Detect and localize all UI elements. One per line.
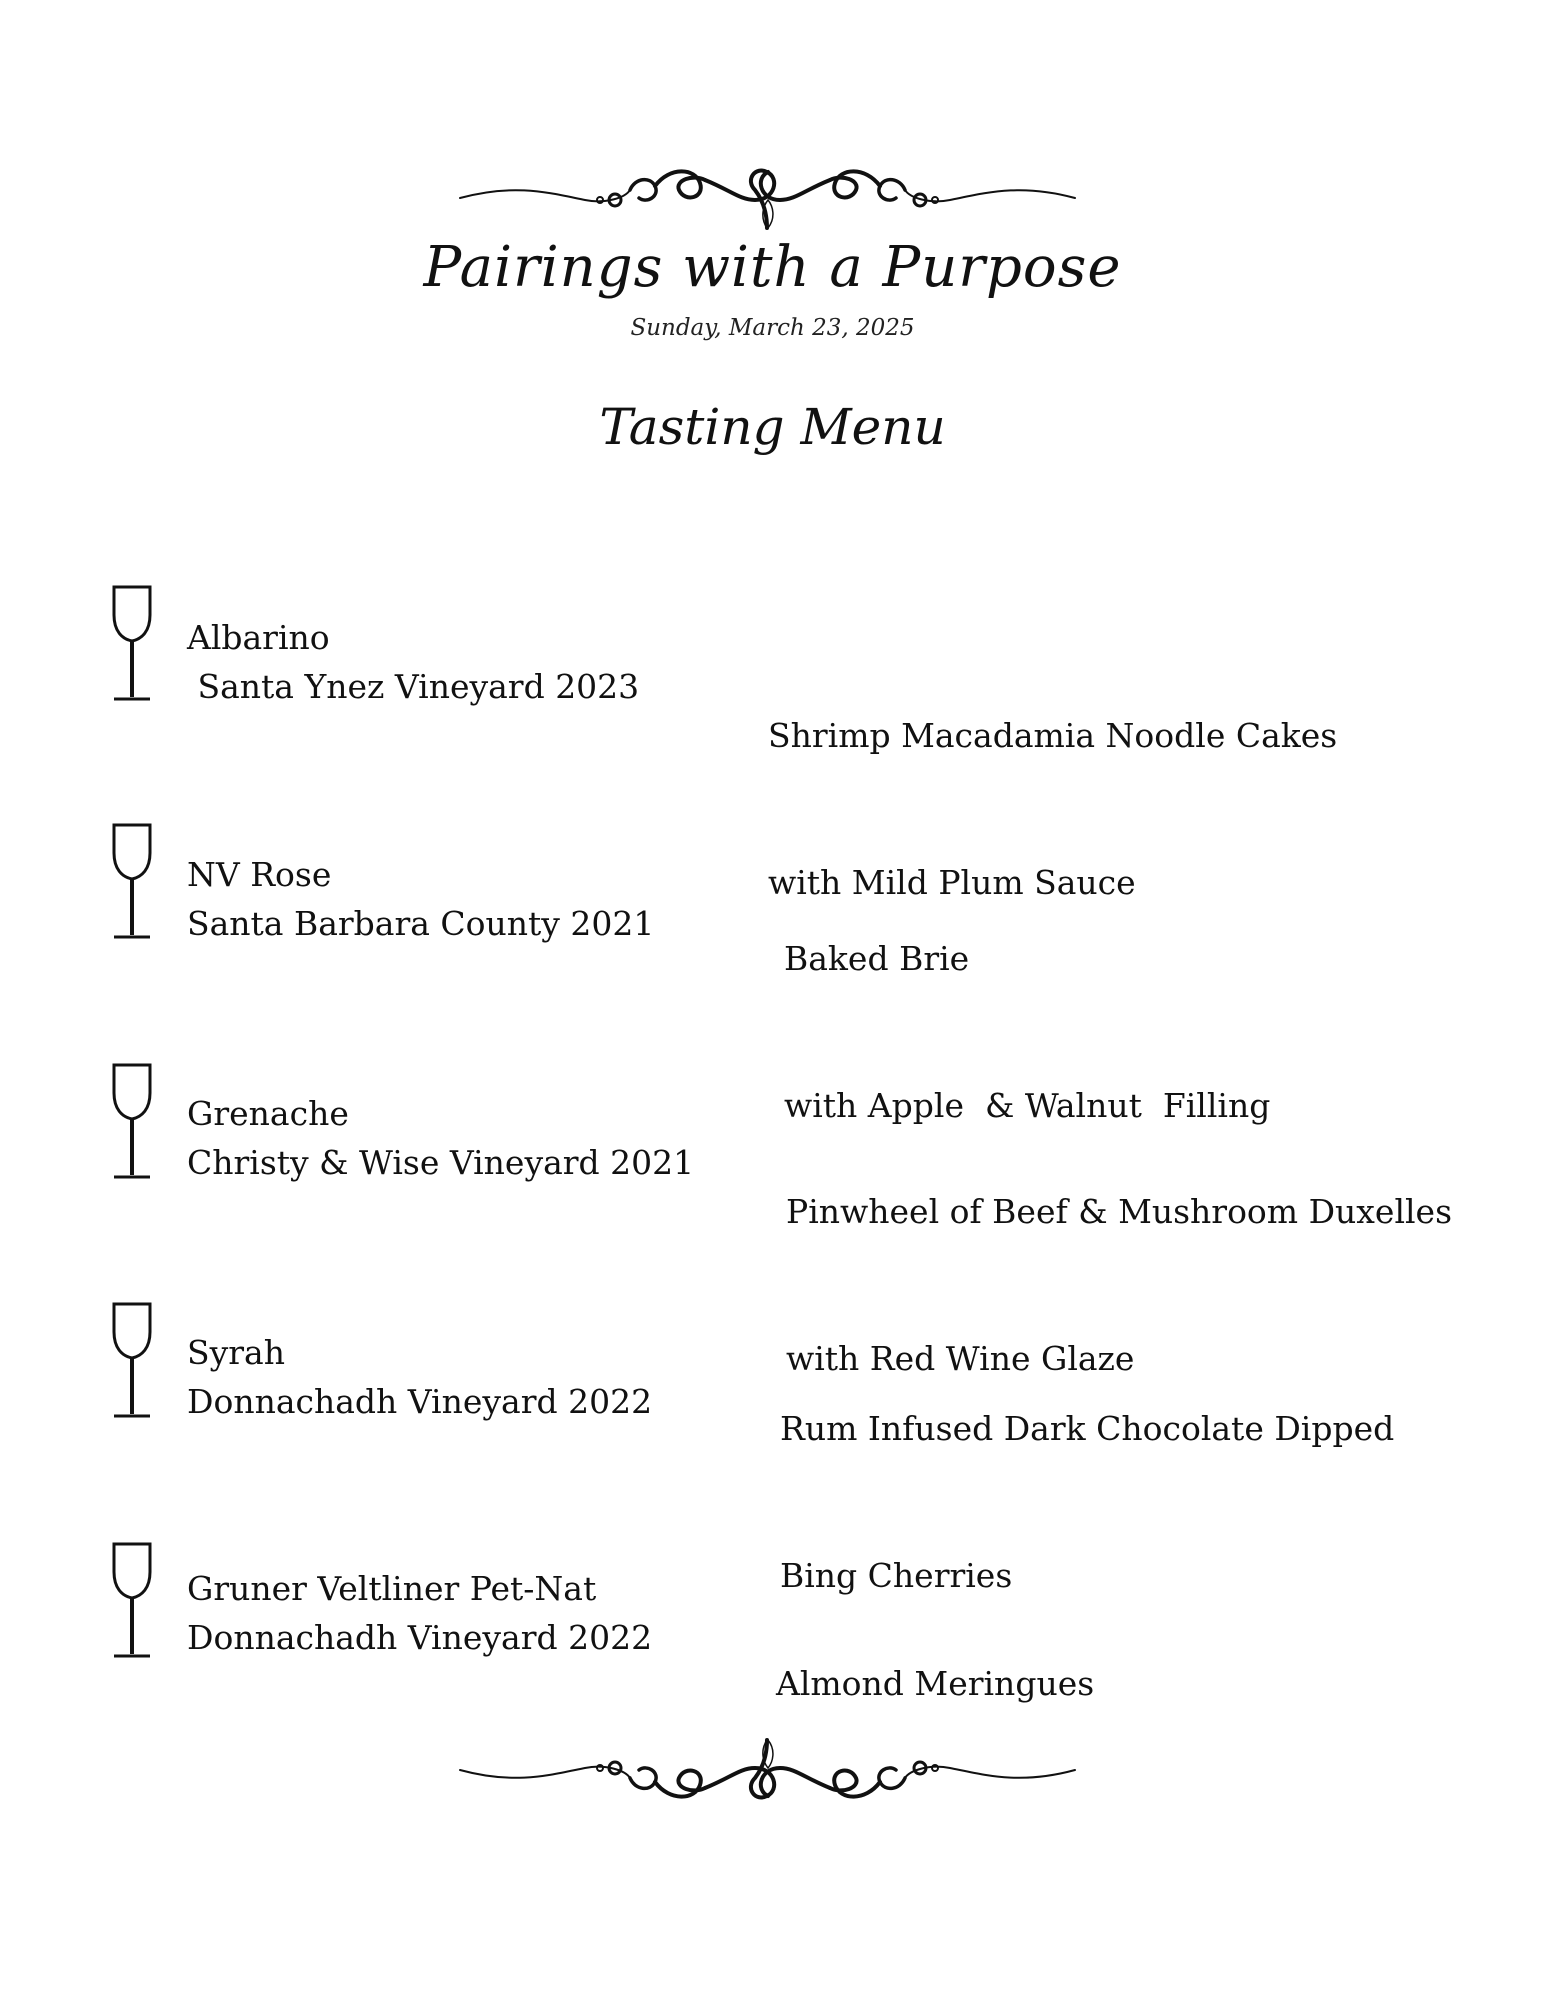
food-line-1: Shrimp Macadamia Noodle Cakes: [768, 716, 1338, 755]
food-line-1: Rum Infused Dark Chocolate Dipped: [780, 1409, 1395, 1448]
wine-name: NV Rose: [187, 855, 332, 894]
wine-origin: Donnachadh Vineyard 2022: [187, 1618, 653, 1657]
bottom-flourish-ornament: [455, 1725, 1080, 1820]
food-line-1: Baked Brie: [784, 939, 970, 978]
food-line-1: Almond Meringues: [776, 1664, 1095, 1703]
wine-name: Gruner Veltliner Pet-Nat: [187, 1569, 597, 1608]
wine-label: [187, 1089, 694, 1187]
wine-glass-icon: [108, 823, 156, 941]
page-title: Pairings with a Purpose: [423, 235, 1122, 300]
wine-label: [187, 1328, 652, 1426]
event-date: Sunday, March 23, 2025: [630, 315, 915, 341]
food-line-2: Bing Cherries: [780, 1556, 1013, 1595]
food-line-2: with Apple & Walnut Filling: [784, 1086, 1271, 1125]
wine-origin: Donnachadh Vineyard 2022: [187, 1382, 653, 1421]
wine-name: Syrah: [187, 1333, 285, 1372]
wine-origin: Christy & Wise Vineyard 2021: [187, 1143, 695, 1182]
wine-name: Grenache: [187, 1094, 349, 1133]
food-line-2: with Red Wine Glaze: [786, 1339, 1135, 1378]
wine-label: [187, 850, 654, 948]
wine-name: Albarino: [187, 618, 330, 657]
food-line-1: Pinwheel of Beef & Mushroom Duxelles: [786, 1192, 1453, 1231]
wine-label: [187, 613, 639, 711]
top-flourish-ornament: [455, 148, 1080, 243]
wine-origin: Santa Barbara County 2021: [187, 904, 655, 943]
pairing-row: [0, 1542, 1545, 1703]
menu-heading: Tasting Menu: [599, 398, 946, 456]
wine-label: [187, 1564, 652, 1662]
wine-glass-icon: [108, 1302, 156, 1420]
wine-glass-icon: [108, 585, 156, 703]
wine-origin: Santa Ynez Vineyard 2023: [187, 667, 640, 706]
wine-glass-icon: [108, 1542, 156, 1660]
food-line-2: with Mild Plum Sauce: [768, 863, 1136, 902]
wine-glass-icon: [108, 1063, 156, 1181]
